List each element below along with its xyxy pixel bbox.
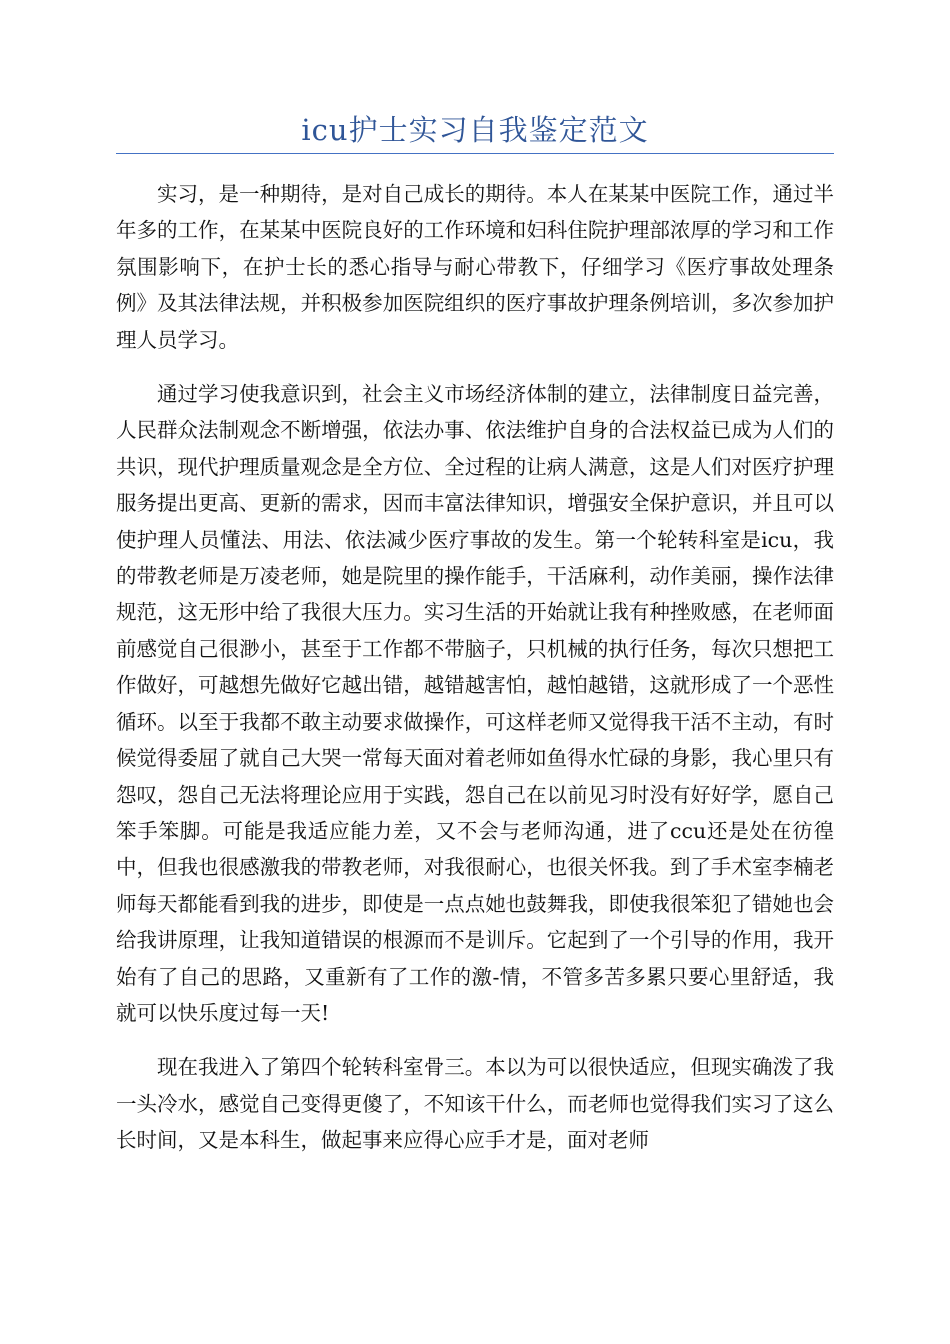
title-underline [116,153,834,154]
paragraph-1: 实习，是一种期待，是对自己成长的期待。本人在某某中医院工作，通过半年多的工作，在某某中医院良好的工作环境和妇科住院护理部浓厚的学习和工作氛围影响下，在护士长的悉心指导与耐心带教下，仔细学习《医疗事故处理条例》及其法律法规，并积极参加医院组织的医疗事故护理条例培训，多次参加护理人员学习。 [116,182,834,352]
paragraph-2: 通过学习使我意识到，社会主义市场经济体制的建立，法律制度日益完善，人民群众法制观念不断增强，依法办事、依法维护自身的合法权益已成为人们的共识，现代护理质量观念是全方位、全过程的让病人满意，这是人们对医疗护理服务提出更高、更新的需求，因而丰富法律知识，增强安全保护意识，并且可以使护理人员懂法、用法、依法减少医疗事故的发生。第一个轮转科室是icu，我的带教老师是万凌老师，她是院里的操作能手，干活麻利，动作美丽，操作法律规范，这无形中给了我很大压力。实习生活的开始就让我有种挫败感，在老师面前感觉自己很渺小，甚至于工作都不带脑子，只机械的执行任务，每次只想把工作做好，可越想先做好它越出错，越错越害怕，越怕越错，这就形成了一个恶性循环。以至于我都不敢主动要求做操作，可这样老师又觉得我干活不主动，有时候觉得委屈了就自己大哭一常每天面对着老师如鱼得水忙碌的身影，我心里只有怨叹，怨自己无法将理论应用于实践，怨自己在以前见习时没有好好学，愿自己笨手笨脚。可能是我适应能力差，又不会与老师沟通，进了ccu还是处在彷徨中，但我也很感激我的带教老师，对我很耐心，也很关怀我。到了手术室李楠老师每天都能看到我的进步，即使是一点点她也鼓舞我，即使我很笨犯了错她也会给我讲原理，让我知道错误的根源而不是训斥。它起到了一个引导的作用，我开始有了自己的思路，又重新有了工作的激-情，不管多苦多累只要心里舒适，我就可以快乐度过每一天! [116,382,834,1025]
document-body [116,176,834,1177]
paragraph-3: 现在我进入了第四个轮转科室骨三。本以为可以很快适应，但现实确泼了我一头冷水，感觉自己变得更傻了，不知该干什么，而老师也觉得我们实习了这么长时间，又是本科生，做起事来应得心应手才是，面对老师 [116,1055,834,1153]
document-title: icu护士实习自我鉴定范文 [301,113,649,147]
